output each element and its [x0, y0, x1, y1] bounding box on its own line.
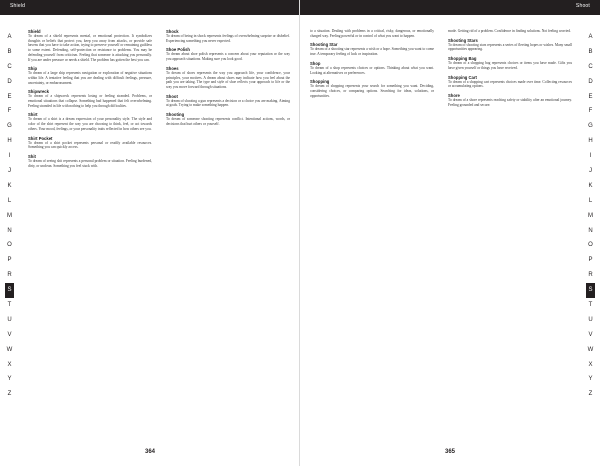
entry-definition: To dream of someone shooting represents conflict. Intentional actions, words, or decisions that hurt others or yourself. [166, 117, 290, 126]
dictionary-entry [166, 94, 290, 108]
entry-definition: To dream of a shop represents choices or options. Thinking about what you want. Looking at alternatives or preferences. [310, 65, 434, 75]
alphabet-tab-c: C [588, 63, 593, 70]
entry-term: Shipwreck [28, 89, 49, 95]
alphabet-tab-z: Z [588, 391, 593, 398]
running-header-word: Shoot [575, 3, 590, 9]
dictionary-entry [310, 79, 434, 98]
alphabet-tab-j: J [589, 168, 592, 175]
alphabet-tab-j: J [8, 168, 11, 175]
page-number: 364 [144, 449, 155, 455]
page-number: 365 [444, 449, 455, 455]
alphabet-tab-z: Z [7, 391, 12, 398]
entry-term: Shoot [166, 93, 178, 99]
running-header [0, 0, 300, 15]
entry-definition: To dream of shoes represents the way you approach life, your confidence, your principles, your motives. A dream about shoes may indicate how you feel about the path you are taking. The type and style of shoe reflects your approach to life or the way you move forward through situations. [166, 70, 290, 89]
alphabet-tab-w: W [6, 346, 13, 353]
alphabet-tab-b: B [7, 48, 12, 55]
entry-definition: To dream of being in shock represents feelings of overwhelming surprise or disbelief. Experiencing something you never expected. [166, 34, 290, 43]
entry-term: Shooting [166, 112, 185, 118]
entry-definition: To dream of shopping represents your search for something you want. Deciding, considering choices, or comparing options. Searching for ideas, solutions, or opportunities. [310, 84, 434, 98]
alphabet-tab-u: U [588, 316, 593, 323]
dictionary-entry [310, 42, 434, 56]
entry-term: Shit [28, 153, 36, 159]
alphabet-tab-a: A [588, 34, 593, 40]
alphabet-tab-n: N [7, 227, 12, 234]
alphabet-tabs [586, 30, 595, 402]
alphabet-tab-s: S [5, 283, 14, 298]
dictionary-entry [166, 112, 290, 126]
entry-term: Shirt [28, 112, 38, 118]
dictionary-entry [448, 38, 572, 52]
dictionary-entry [448, 75, 572, 89]
alphabet-tab-t: T [588, 302, 593, 309]
alphabet-tab-v: V [7, 331, 12, 338]
entry-term: Shopping [310, 79, 330, 85]
alphabet-tab-d: D [7, 78, 12, 85]
alphabet-tab-e: E [7, 93, 12, 100]
alphabet-tab-f: F [588, 108, 593, 115]
entry-definition: To dream of shooting stars represents a series of fleeting hopes or wishes. Many small opportunities appearing. [448, 42, 572, 52]
dictionary-entry [28, 154, 152, 168]
alphabet-tab-i: I [589, 153, 592, 160]
alphabet-tab-s: S [586, 283, 595, 298]
dictionary-entry [28, 66, 152, 85]
alphabet-tab-r: R [7, 272, 12, 279]
dictionary-entry [310, 29, 434, 38]
entry-definition: To dream of a shirt is a dream expression of your personality style. The style and color of the shirt represent the way you are choosing to think, feel, or act towards others. Your mood, feelings, or your personality traits reflected in how others see you. [28, 117, 152, 131]
alphabet-tab-m: M [588, 212, 593, 219]
entry-definition: To dream about shoe polish represents a concern about your reputation or the way you approach situations. Making sure you look good. [166, 52, 290, 62]
alphabet-tabs [5, 30, 14, 402]
entry-term: Shop [310, 60, 321, 66]
entry-term: Shoe Polish [166, 47, 190, 53]
column-left [310, 29, 434, 429]
alphabet-tab-e: E [588, 93, 593, 100]
alphabet-tab-v: V [588, 331, 593, 338]
text-columns [28, 29, 290, 429]
alphabet-tab-k: K [7, 182, 12, 189]
alphabet-tab-y: Y [588, 376, 593, 383]
dictionary-entry [166, 66, 290, 90]
alphabet-tab-u: U [7, 316, 12, 323]
alphabet-tab-o: O [7, 242, 12, 249]
alphabet-tab-k: K [588, 182, 593, 189]
alphabet-tab-m: M [7, 212, 12, 219]
alphabet-tab-l: L [7, 197, 12, 204]
alphabet-tab-b: B [588, 48, 593, 55]
dictionary-entry [28, 136, 152, 150]
alphabet-tab-g: G [7, 123, 12, 130]
column-right [166, 29, 290, 429]
running-header-word: Shield [10, 3, 26, 9]
entry-definition: To dream of seeing shit represents a personal problem or situation. Feeling burdened, dirty, or unclean. Something you feel stuck with. [28, 158, 152, 168]
alphabet-tab-t: T [7, 302, 12, 309]
entry-definition: To dream of a shirt pocket represents personal or readily available resources. Something you can quickly access. [28, 140, 152, 150]
dictionary-entry [448, 56, 572, 70]
alphabet-tab-n: N [588, 227, 593, 234]
entry-term: Shock [166, 29, 179, 34]
alphabet-tab-a: A [7, 34, 12, 40]
alphabet-tab-g: G [588, 123, 593, 130]
entry-definition: To dream of a shooting star represents a wish or a hope. Something you want to come true. A temporary feeling of luck or inspiration. [310, 47, 434, 57]
alphabet-tab-f: F [7, 108, 12, 115]
alphabet-tab-p: P [588, 257, 593, 264]
column-left [28, 29, 152, 429]
alphabet-tab-h: H [7, 138, 12, 145]
dictionary-entry [28, 112, 152, 131]
alphabet-tab-i: I [8, 153, 11, 160]
entry-definition: to a situation. Dealing with problems in a critical, risky, dangerous, or emotionally charged way. Feeling powerful or in control of what you want to happen. [310, 29, 434, 38]
entry-definition: To dream of a shopping bag represents choices or items you have made. Gifts you have given yourself or things you have received. [448, 61, 572, 70]
alphabet-tab-h: H [588, 138, 593, 145]
entry-term: Shopping Bag [448, 56, 477, 62]
alphabet-tab-w: W [587, 346, 594, 353]
alphabet-tab-d: D [588, 78, 593, 85]
text-columns [310, 29, 572, 429]
entry-term: Ship [28, 66, 38, 72]
entry-term: Shirt Pocket [28, 135, 53, 141]
entry-term: Shopping Cart [448, 74, 477, 80]
alphabet-tab-l: L [588, 197, 593, 204]
dictionary-entry [166, 29, 290, 43]
running-header [300, 0, 600, 15]
dictionary-entry [448, 29, 572, 34]
dictionary-entry [28, 89, 152, 108]
entry-definition: To dream of a shore represents reaching safety or stability after an emotional journey. Feeling grounded and secure. [448, 97, 572, 107]
alphabet-tab-y: Y [7, 376, 12, 383]
entry-term: Shoes [166, 65, 179, 71]
alphabet-tab-x: X [7, 361, 12, 368]
entry-definition: To dream of a shipwreck represents losing or feeling stranded. Problems, or emotional situations that collapse. Something bad happened that felt overwhelming. Feeling stranded in life with nothing to help you through difficulties. [28, 94, 152, 108]
entry-term: Shield [28, 29, 41, 34]
alphabet-tab-c: C [7, 63, 12, 70]
entry-definition: mode. Getting rid of a problem. Confidence in finding solutions. Not feeling worried. [448, 29, 571, 33]
entry-definition: To dream of shooting a gun represents a decision or a choice you are making. Aiming at goals. Trying to make something happen. [166, 98, 290, 108]
entry-term: Shore [448, 92, 460, 98]
alphabet-tab-r: R [588, 272, 593, 279]
entry-term: Shooting Stars [448, 37, 478, 43]
entry-definition: To dream of a shield represents mental, or emotional protection. It symbolizes thoughts or beliefs that protect you, keep you away from attacks, or provide safe havens that you have to take action, trying to preserve yourself or remaining guiltless to some extent. Defending, self-protection or resistance to problems. You may be defending yourself from criticism. Feeling that someone is attacking you personally. If you are under pressure or needs a shield. The problem has gotten the best you can. [28, 34, 152, 62]
alphabet-tab-o: O [588, 242, 593, 249]
dictionary-entry [310, 61, 434, 75]
alphabet-tab-x: X [588, 361, 593, 368]
right-page [300, 0, 600, 466]
dictionary-entry [166, 47, 290, 61]
entry-term: Shooting Star [310, 42, 338, 48]
alphabet-tab-p: P [7, 257, 12, 264]
column-right [448, 29, 572, 429]
dictionary-entry [28, 29, 152, 62]
entry-definition: To dream of a shopping cart represents choices made over time. Collecting resources or accumulating options. [448, 79, 572, 89]
entry-definition: To dream of a large ship represents navigation or exploration of negative situations within life. A tentative feeling that you are dealing with difficult feelings, pressure, uncertainty, or embarrassment. [28, 71, 152, 85]
dictionary-entry [448, 93, 572, 107]
